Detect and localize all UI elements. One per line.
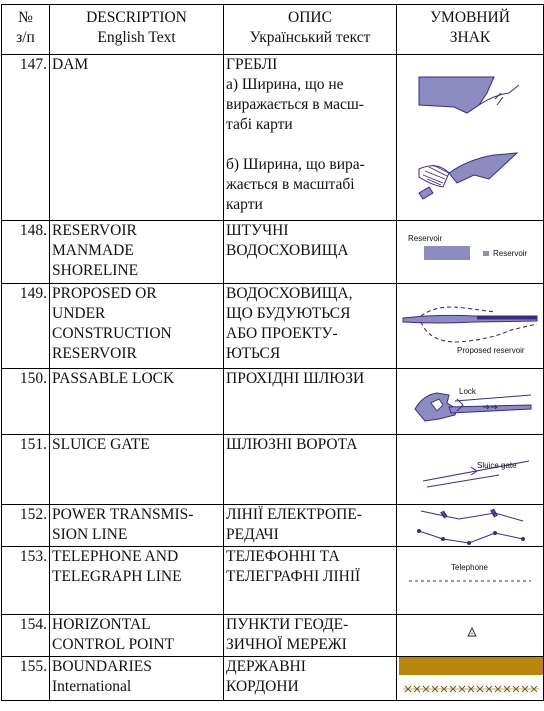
table-row [2,505,544,547]
boundary-band [399,657,544,675]
row-ukrainian: ЛІНІЇ ЕЛЕКТРОПЕ- РЕДАЧІ [224,505,397,547]
table-row [2,615,544,657]
sluice-gate-label: Sluice gate [477,461,517,470]
table-row [2,435,544,505]
row-english: RESERVOIR MANMADE SHORELINE [50,221,224,284]
row-number: 150. [2,369,50,435]
table-row [2,547,544,615]
row-ukrainian: ТЕЛЕФОННІ ТА ТЕЛЕГРАФНІ ЛІНІЇ [224,547,397,615]
header-row [2,5,544,55]
table-row [2,284,544,369]
row-number: 147. [2,55,50,221]
row-english: SLUICE GATE [50,435,224,505]
telephone-line-symbol [397,547,544,615]
row-number: 148. [2,221,50,284]
control-point-symbol [397,615,544,657]
header-description: DESCRIPTION English Text [50,5,224,55]
row-ukrainian: ШТУЧНІ ВОДОСХОВИЩА [224,221,397,284]
telephone-label: Telephone [451,563,488,572]
proposed-reservoir-symbol [397,284,544,369]
reservoir-area [424,246,470,260]
row-english: POWER TRANSMIS- SION LINE [50,505,224,547]
header-opys: ОПИС Український текст [224,5,397,55]
row-number: 152. [2,505,50,547]
header-number: № з/п [2,5,50,55]
row-ukrainian: ШЛЮЗНІ ВОРОТА [224,435,397,505]
row-english: DAM [50,55,224,221]
reservoir-label-left: Reservoir [408,234,443,243]
row-number: 151. [2,435,50,505]
sluice-gate-symbol [397,435,544,505]
table-row [2,657,544,701]
dam-symbol [397,55,544,221]
power-line-symbol [397,505,544,547]
lock-label: Lock [459,387,476,396]
row-number: 155. [2,657,50,701]
header-sign: УМОВНИЙ ЗНАК [397,5,544,55]
row-ukrainian: ПРОХІДНІ ШЛЮЗИ [224,369,397,435]
reservoir-symbol [397,221,544,284]
table-row [2,369,544,435]
row-english: PROPOSED OR UNDER CONSTRUCTION RESERVOIR [50,284,224,369]
row-english: PASSABLE LOCK [50,369,224,435]
row-english: HORIZONTAL CONTROL POINT [50,615,224,657]
row-ukrainian: ГРЕБЛІ а) Ширина, що не виражається в масш- табі карти б) Ширина, що вира- жається в масштабі карти [224,55,397,221]
row-ukrainian: ВОДОСХОВИЩА, ЩО БУДУЮТЬСЯ АБО ПРОЕКТУ- ЮТЬСЯ [224,284,397,369]
row-number: 153. [2,547,50,615]
row-english: BOUNDARIES International [50,657,224,701]
table-row [2,221,544,284]
reservoir-label-right: Reservoir [493,249,528,258]
boundary-symbol [397,657,544,701]
row-number: 149. [2,284,50,369]
proposed-reservoir-label: Proposed reservoir [457,346,525,355]
lock-symbol [397,369,544,435]
row-ukrainian: ПУНКТИ ГЕОДЕ- ЗИЧНОЇ МЕРЕЖІ [224,615,397,657]
row-ukrainian: ДЕРЖАВНІ КОРДОНИ [224,657,397,701]
table-row [2,55,544,221]
row-number: 154. [2,615,50,657]
legend-table [1,4,544,701]
row-english: TELEPHONE AND TELEGRAPH LINE [50,547,224,615]
reservoir-small-mark [483,251,489,256]
